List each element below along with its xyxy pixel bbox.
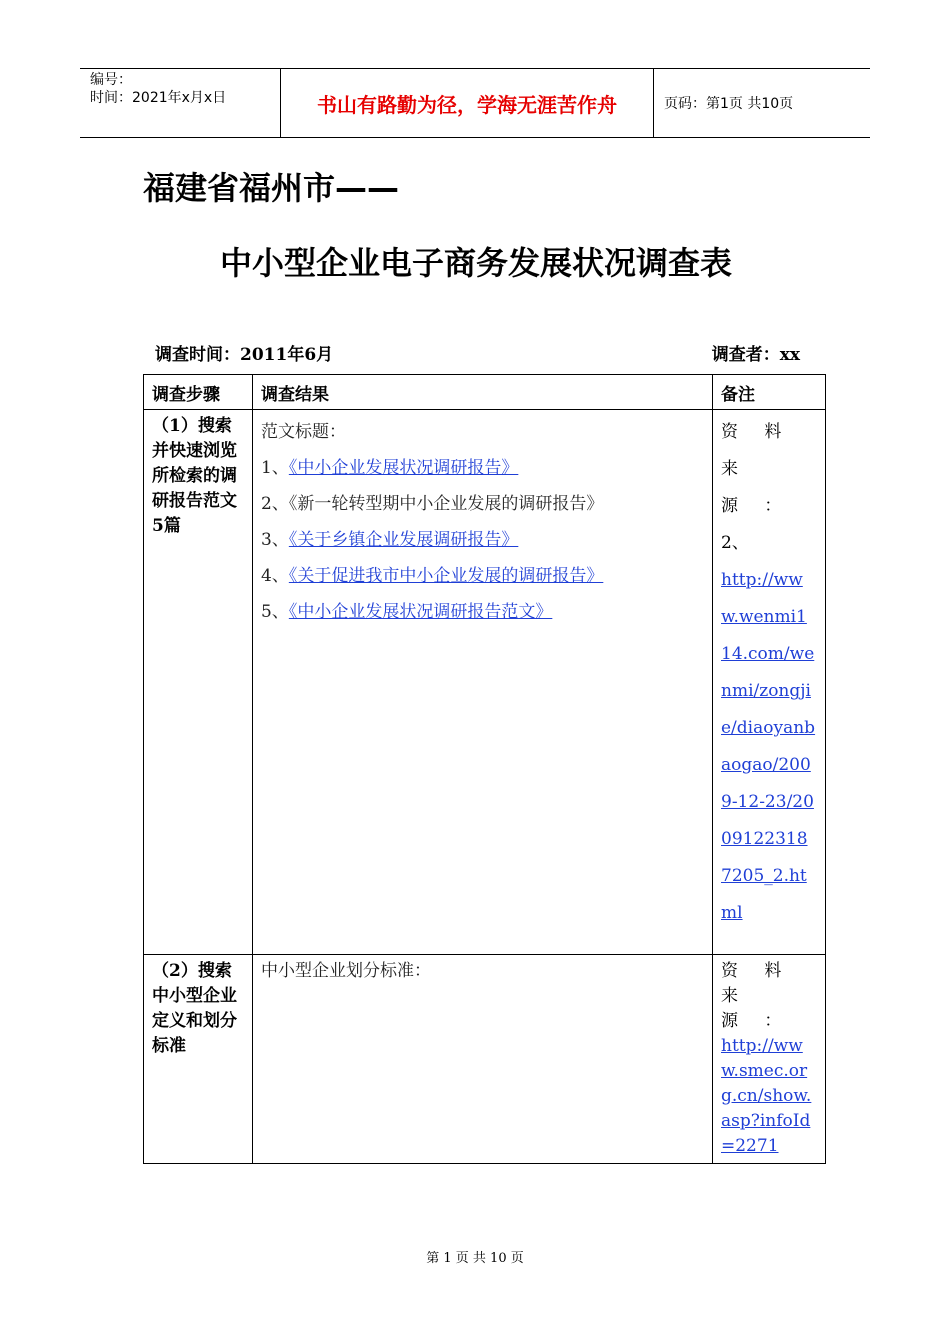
item-number: 2、 bbox=[261, 494, 289, 514]
step-cell: （1）搜索并快速浏览所检索的调研报告范文5篇 bbox=[144, 410, 253, 955]
list-item bbox=[261, 450, 704, 486]
table-row bbox=[144, 955, 826, 1164]
item-number: 5、 bbox=[261, 602, 289, 622]
survey-table bbox=[143, 374, 826, 1164]
list-item bbox=[261, 594, 704, 630]
title-line2: 中小型企业电子商务发展状况调查表 bbox=[220, 244, 733, 282]
header-step: 调查步骤 bbox=[144, 375, 253, 410]
survey-meta bbox=[155, 340, 800, 365]
item-number: 1、 bbox=[261, 458, 289, 478]
note-cell bbox=[713, 410, 826, 955]
source-link[interactable]: http://www.smec.org.cn/show.asp?infoId=2271 bbox=[721, 1036, 812, 1156]
title-line1: 福建省福州市—— bbox=[143, 169, 400, 207]
header-info bbox=[80, 69, 281, 137]
report-link[interactable]: 《关于乡镇企业发展调研报告》 bbox=[288, 530, 519, 550]
table-header-row bbox=[144, 375, 826, 410]
survey-time: 调查时间：2011年6月 bbox=[155, 345, 334, 365]
surveyor: 调查者：xx bbox=[711, 345, 800, 365]
header-motto: 书山有路勤为径，学海无涯苦作舟 bbox=[281, 69, 654, 137]
note-label: 资料来源： bbox=[721, 961, 808, 1031]
header-result: 调查结果 bbox=[253, 375, 713, 410]
item-number: 3、 bbox=[261, 530, 289, 550]
header-page-label: 页码：第1页 共10页 bbox=[664, 96, 794, 112]
time-label: 时间：2021年x月x日 bbox=[90, 90, 227, 106]
note-label: 资料来源： bbox=[721, 422, 808, 516]
result-cell bbox=[253, 410, 713, 955]
note-cell bbox=[713, 955, 826, 1164]
list-item bbox=[261, 522, 704, 558]
report-title: 《新一轮转型期中小企业发展的调研报告》 bbox=[288, 494, 604, 514]
step-cell: （2）搜索中小型企业定义和划分标准 bbox=[144, 955, 253, 1164]
page-footer: 第 1 页 共 10 页 bbox=[426, 1251, 524, 1266]
table-row bbox=[144, 410, 826, 955]
note-number: 2、 bbox=[721, 533, 749, 553]
document-header bbox=[80, 68, 870, 138]
item-number: 4、 bbox=[261, 566, 289, 586]
source-link[interactable]: http://www.wenmi114.com/wenmi/zongjie/diaoyanbaogao/2009-12-23/20091223187205_2.html bbox=[721, 570, 816, 923]
header-note: 备注 bbox=[713, 375, 826, 410]
result-cell: 中小型企业划分标准： bbox=[253, 955, 713, 1164]
list-item bbox=[261, 558, 704, 594]
list-item bbox=[261, 486, 704, 522]
report-link[interactable]: 《关于促进我市中小企业发展的调研报告》 bbox=[288, 566, 604, 586]
report-link[interactable]: 《中小企业发展状况调研报告》 bbox=[288, 458, 519, 478]
number-label: 编号： bbox=[90, 72, 132, 88]
report-link[interactable]: 《中小企业发展状况调研报告范文》 bbox=[288, 602, 553, 622]
result-title: 范文标题： bbox=[261, 422, 346, 442]
